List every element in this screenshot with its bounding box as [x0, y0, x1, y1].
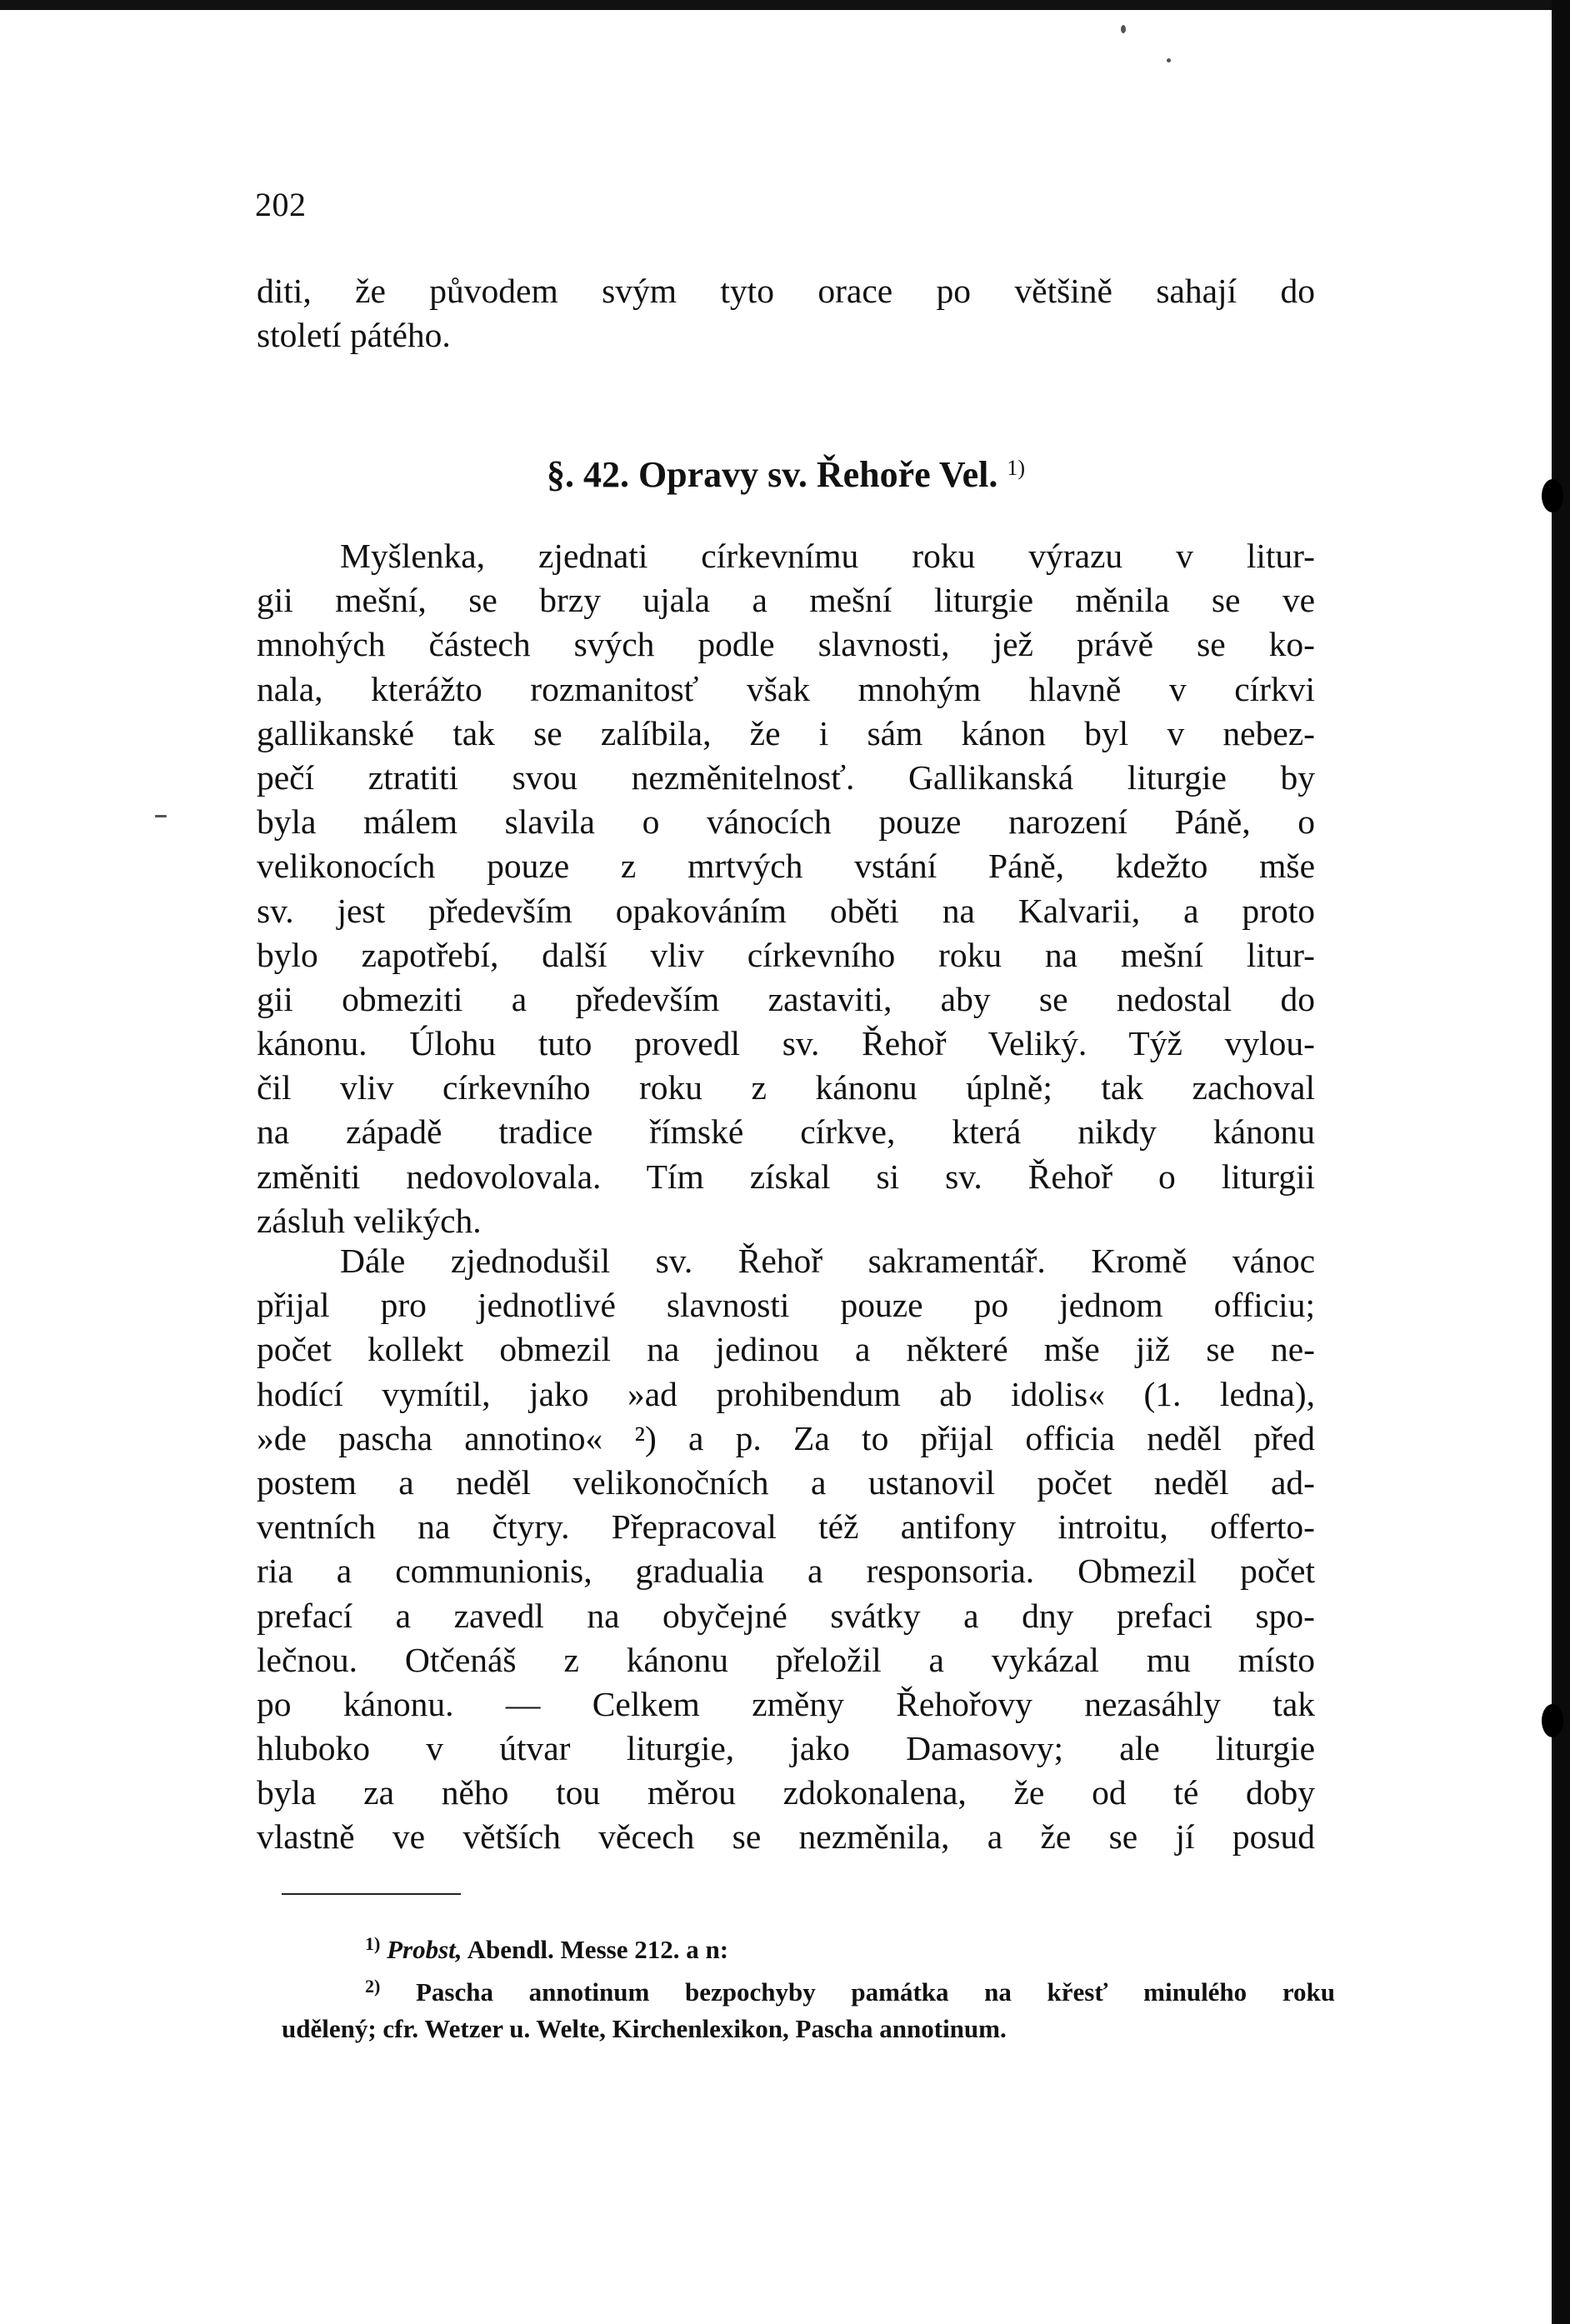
text-line: čil vliv církevního roku z kánonu úplně; tak zachoval: [257, 1068, 1315, 1107]
text-line: zásluh velikých.: [257, 1201, 482, 1240]
text-line: gii obmeziti a především zastaviti, aby se nedostal do: [257, 979, 1315, 1018]
scan-top-edge: [0, 0, 1570, 10]
text-line: hodící vymítil, jako »ad prohibendum ab idolis« (1. ledna),: [257, 1374, 1315, 1413]
intro-paragraph: [257, 269, 1315, 357]
paragraph-2: [257, 1239, 1315, 1860]
footnote-divider: [282, 1893, 461, 1895]
text-line: hluboko v útvar liturgie, jako Damasovy; ale liturgie: [257, 1729, 1315, 1768]
text-line: bylo zapotřebí, další vliv církevního roku na mešní litur-: [257, 935, 1315, 974]
text-line: mnohých částech svých podle slavnosti, jež právě se ko-: [257, 625, 1315, 664]
paragraph-1: [257, 534, 1315, 1243]
footnote-1-text: Abendl. Messe 212. a n:: [467, 1935, 729, 1964]
footnote-1-author: Probst,: [387, 1935, 462, 1964]
text-line: lečnou. Otčenáš z kánonu přeložil a vykázal mu místo: [257, 1640, 1315, 1679]
text-line: byla málem slavila o vánocích pouze narození Páně, o: [257, 802, 1315, 842]
footnote-2-text: Pascha annotinum bezpochyby památka na křesť minulého roku: [415, 1977, 1335, 2007]
scan-speck: [155, 815, 167, 817]
page-number: 202: [255, 186, 307, 223]
text-line: gallikanské tak se zalíbila, že i sám kánon byl v nebez-: [257, 713, 1315, 752]
footnote-reference: 1): [1007, 456, 1026, 480]
text-line: sv. jest především opakováním oběti na Kalvarii, a proto: [257, 891, 1315, 930]
text-line: změniti nedovolovala. Tím získal si sv. Řehoř o liturgii: [257, 1157, 1315, 1196]
footnote-1: [282, 1926, 1335, 1968]
text-line: prefací a zavedl na obyčejné svátky a dny prefaci spo-: [257, 1596, 1315, 1635]
scan-speck: [1167, 58, 1171, 62]
scan-speck: [1121, 25, 1126, 33]
footnotes: [282, 1926, 1335, 2047]
scan-edge-mark: [1542, 479, 1563, 512]
text-line: diti, že původem svým tyto orace po většině sahají do: [257, 272, 1315, 310]
text-line: velikonocích pouze z mrtvých vstání Páně, kdežto mše: [257, 847, 1315, 886]
text-line: po kánonu. — Celkem změny Řehořovy nezasáhly tak: [257, 1684, 1315, 1723]
text-line: na západě tradice římské církve, která nikdy kánonu: [257, 1112, 1315, 1152]
text-line: kánonu. Úlohu tuto provedl sv. Řehoř Veliký. Týž vylou-: [257, 1024, 1315, 1063]
footnote-1-mark: 1): [365, 1933, 381, 1954]
text-line: nala, kterážto rozmanitosť však mnohým hlavně v církvi: [257, 669, 1315, 708]
text-line: postem a neděl velikonočních a ustanovil počet neděl ad-: [257, 1462, 1315, 1502]
text-line: pečí ztratiti svou nezměnitelnosť. Gallikanská liturgie by: [257, 757, 1315, 797]
text-line: gii mešní, se brzy ujala a mešní liturgie měnila se ve: [257, 581, 1315, 620]
scan-right-edge: [1552, 0, 1570, 2324]
footnote-2: [282, 1968, 1335, 2011]
text-line: Myšlenka, zjednati církevnímu roku výrazu v litur-: [340, 537, 1315, 575]
scan-edge-mark: [1542, 1704, 1563, 1737]
text-line: počet kollekt obmezil na jedinou a některé mše již se ne-: [257, 1330, 1315, 1369]
section-heading: [257, 447, 1315, 497]
footnote-2-mark: 2): [365, 1976, 381, 1997]
text-line: byla za něho tou měrou zdokonalena, že od té doby: [257, 1773, 1315, 1812]
text-line: ria a communionis, gradualia a responsoria. Obmezil počet: [257, 1552, 1315, 1591]
text-line: »de pascha annotino« ²) a p. Za to přijal officia neděl před: [257, 1418, 1315, 1457]
text-line: Dále zjednodušil sv. Řehoř sakramentář. Kromě vánoc: [340, 1242, 1315, 1280]
text-line: přijal pro jednotlivé slavnosti pouze po jednom officiu;: [257, 1286, 1315, 1325]
text-line: ventních na čtyry. Přepracoval též antifony introitu, offerto-: [257, 1507, 1315, 1547]
section-heading-text: §. 42. Opravy sv. Řehoře Vel.: [546, 454, 998, 495]
text-line: století pátého.: [257, 316, 451, 355]
text-line: vlastně ve větších věcech se nezměnila, a že se jí posud: [257, 1817, 1315, 1857]
footnote-2-continuation: udělený; cfr. Wetzer u. Welte, Kirchenlexikon, Pascha annotinum.: [282, 2014, 1007, 2043]
